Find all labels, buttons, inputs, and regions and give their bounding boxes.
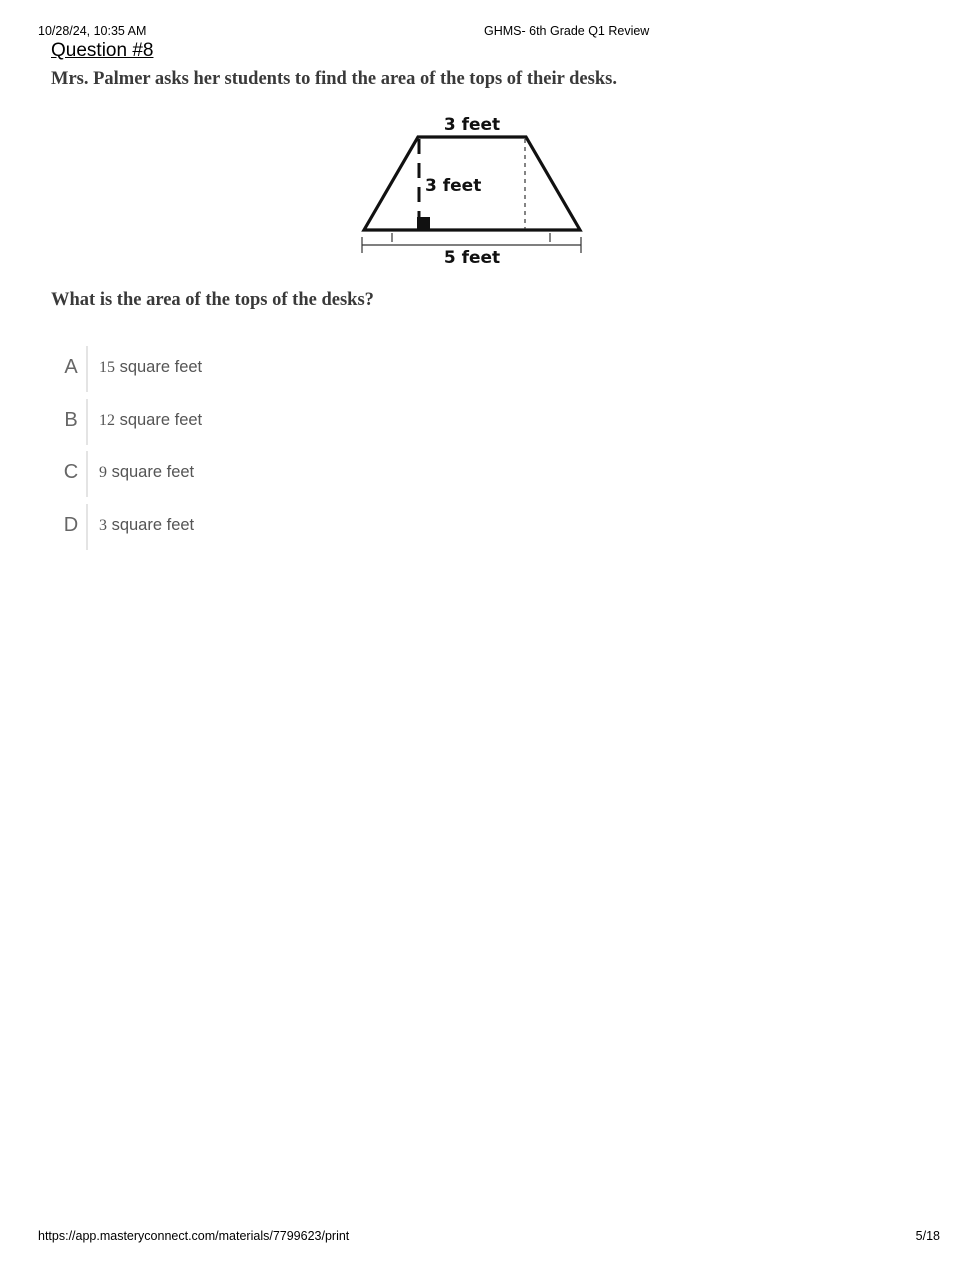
answer-text xyxy=(99,516,194,535)
trapezoid-figure xyxy=(356,108,588,270)
answer-unit: square feet xyxy=(107,516,195,535)
answer-letter: C xyxy=(63,461,79,484)
answer-unit: square feet xyxy=(115,410,203,429)
answer-text xyxy=(99,358,202,377)
print-page-number: 5/18 xyxy=(915,1229,940,1243)
answer-letter: B xyxy=(64,408,78,431)
question-prompt: Mrs. Palmer asks her students to find the area of the tops of their desks. xyxy=(51,69,617,89)
height-label: 3 feet xyxy=(425,176,482,196)
print-document-title: GHMS- 6th Grade Q1 Review xyxy=(484,24,650,38)
answer-unit: square feet xyxy=(107,463,195,482)
question-number: Question #8 xyxy=(51,40,154,61)
answer-letter: D xyxy=(63,514,79,537)
answer-choices xyxy=(56,344,456,555)
answer-choice-c[interactable] xyxy=(56,449,456,497)
answer-text xyxy=(99,411,202,430)
answer-text xyxy=(99,463,194,482)
answer-number: 12 xyxy=(99,411,115,429)
answer-unit: square feet xyxy=(115,358,203,376)
answer-divider xyxy=(86,346,88,392)
answer-choice-b[interactable] xyxy=(56,397,456,445)
answer-letter: A xyxy=(64,356,78,378)
answer-divider xyxy=(86,451,88,497)
print-url: https://app.masteryconnect.com/materials/7799623/print xyxy=(38,1229,350,1243)
top-base-label: 3 feet xyxy=(443,115,501,135)
answer-number: 3 xyxy=(99,517,107,535)
bottom-base-label: 5 feet xyxy=(443,248,501,268)
answer-number: 9 xyxy=(99,464,107,482)
right-angle-marker xyxy=(417,217,430,230)
answer-choice-d[interactable] xyxy=(56,502,456,550)
print-datetime: 10/28/24, 10:35 AM xyxy=(38,24,147,38)
answer-divider xyxy=(86,504,88,550)
answer-choice-a[interactable] xyxy=(56,344,456,392)
answer-number: 15 xyxy=(99,359,115,376)
question-followup: What is the area of the tops of the desks? xyxy=(51,290,374,310)
answer-divider xyxy=(86,399,88,445)
